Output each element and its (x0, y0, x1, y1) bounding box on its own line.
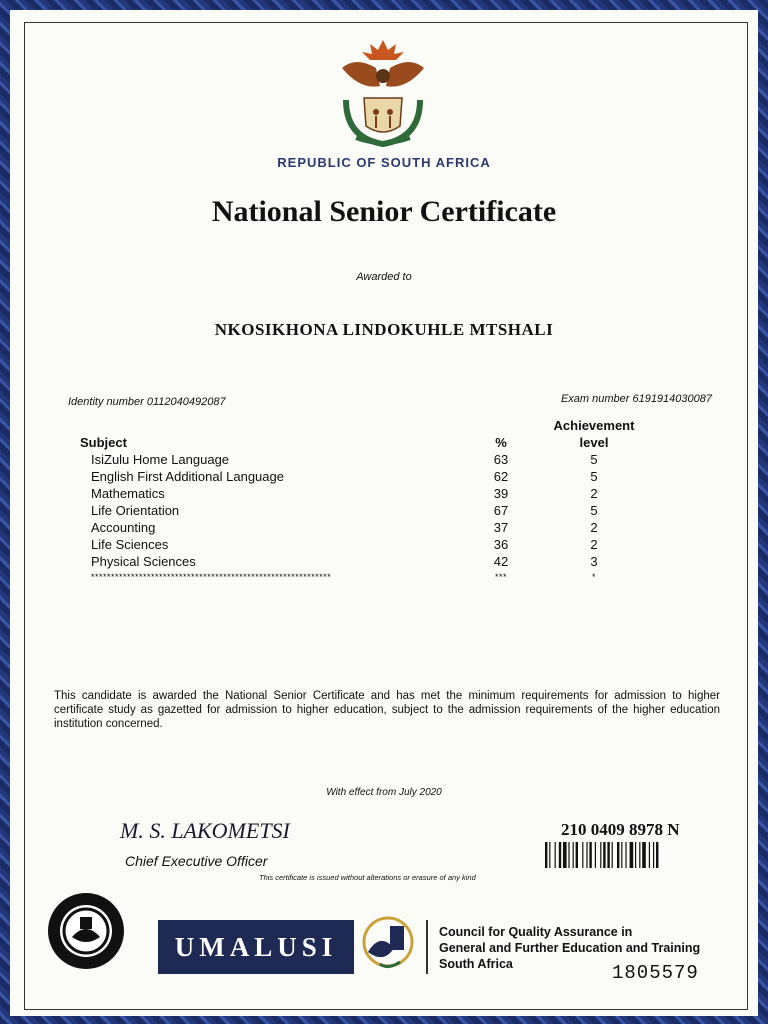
barcode-icon (545, 842, 713, 868)
subject-cell: Life Sciences (91, 537, 169, 552)
table-row (0, 537, 768, 554)
signatory-title: Chief Executive Officer (125, 853, 268, 869)
award-statement: This candidate is awarded the National Senior Certificate and has met the minimum requirements for admission to higher certificate study as gazetted for admission to higher education, subject to the admission requirements of the higher education institution concerned. (54, 690, 720, 730)
svg-text:M. S. LAKOMETSI: M. S. LAKOMETSI (120, 818, 290, 843)
percent-cell: 37 (493, 520, 509, 535)
percent-cell: 63 (493, 452, 509, 467)
percent-cell: 39 (493, 486, 509, 501)
divider (426, 920, 428, 974)
certificate-number: 210 0409 8978 N (561, 820, 680, 839)
results-header (0, 435, 768, 452)
level-cell: 2 (590, 486, 598, 501)
subject-cell: IsiZulu Home Language (91, 452, 230, 467)
level-header-line2: level (579, 435, 609, 450)
awarded-to-label: Awarded to (356, 271, 412, 283)
subject-header: Subject (80, 435, 127, 450)
council-line-3: South Africa (439, 957, 513, 971)
umalusi-logo-icon (360, 912, 416, 974)
certificate-title: National Senior Certificate (211, 195, 557, 228)
candidate-name: NKOSIKHONA LINDOKUHLE MTSHALI (214, 320, 554, 339)
umalusi-brand: UMALUSI (158, 920, 354, 974)
level-stars: * (591, 572, 596, 582)
level-cell: 3 (590, 554, 598, 569)
percent-cell: 42 (493, 554, 509, 569)
percent-stars: *** (494, 572, 507, 582)
table-row (0, 554, 768, 571)
signature (118, 812, 298, 848)
council-line-1: Council for Quality Assurance in (439, 925, 633, 939)
subject-cell: Life Orientation (91, 503, 180, 518)
table-row (0, 452, 768, 469)
council-line-2: General and Further Education and Training (439, 941, 701, 955)
level-cell: 5 (590, 452, 598, 467)
level-header-line1: Achievement (553, 418, 635, 433)
subject-cell: Physical Sciences (91, 554, 196, 569)
table-row (0, 503, 768, 520)
coat-of-arms-icon (336, 38, 430, 150)
percent-cell: 36 (493, 537, 509, 552)
identity-number: Identity number 0112040492087 (68, 396, 226, 408)
results-header-top (0, 418, 768, 435)
subject-cell: English First Additional Language (91, 469, 284, 484)
table-row (0, 520, 768, 537)
level-cell: 2 (590, 537, 598, 552)
table-row (0, 469, 768, 486)
level-cell: 5 (590, 503, 598, 518)
level-cell: 5 (590, 469, 598, 484)
serial-number: 1805579 (612, 962, 699, 984)
subject-cell: Accounting (91, 520, 156, 535)
subject-stars: ************************************************************ (91, 572, 332, 582)
issued-note: This certificate is issued without alterations or erasure of any kind (259, 873, 476, 882)
exam-number: Exam number 6191914030087 (560, 393, 712, 405)
percent-cell: 62 (493, 469, 509, 484)
table-row (0, 486, 768, 503)
percent-cell: 67 (493, 503, 509, 518)
effect-date: With effect from July 2020 (326, 787, 442, 798)
seal-icon (46, 891, 126, 971)
country-name: REPUBLIC OF SOUTH AFRICA (277, 155, 491, 170)
level-cell: 2 (590, 520, 598, 535)
subject-cell: Mathematics (91, 486, 165, 501)
percent-header: % (495, 435, 507, 450)
